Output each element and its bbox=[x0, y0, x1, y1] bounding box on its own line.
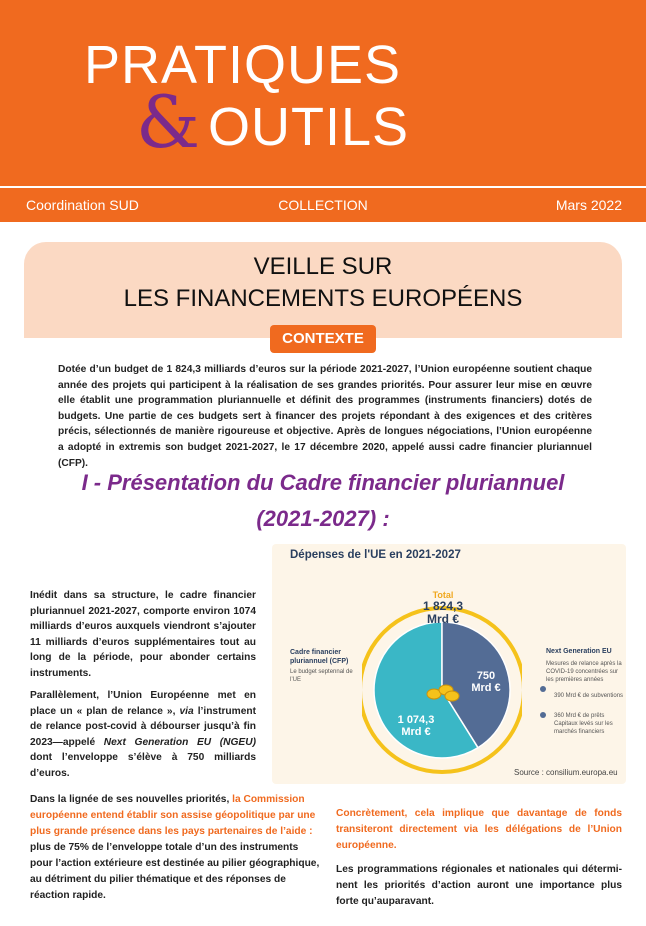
p2-text-c: dont l’enveloppe s’élève à 750 milliards d’euros. bbox=[30, 752, 256, 779]
cfp-amount: 1 074,3 bbox=[397, 714, 435, 726]
left-paragraph-2 bbox=[30, 688, 256, 782]
p2-text-b: l’instrument de relance post-covid à débourser jusqu’à fin 2023—appelé bbox=[30, 705, 256, 748]
p2-ngeu: Next Generation EU (NGEU) bbox=[103, 736, 256, 748]
br-paragraph-1 bbox=[336, 806, 622, 854]
br-paragraph-2: Les programmations régionales et nationales qui déterminent les priorités d’action auront une importance plus forte qu’auparavant. bbox=[336, 864, 622, 907]
total-amount: 1 824,3 bbox=[422, 599, 464, 613]
ngeu-amount: 750 bbox=[476, 670, 496, 682]
info-band bbox=[0, 188, 646, 222]
total-value bbox=[402, 600, 484, 626]
bl-highlight: la Commission européenne entend établir son assise géopolitique par une plus grande présence dans les pays partenaires de l’aide : bbox=[30, 794, 316, 837]
cfp-label: Cadre financier pluriannuel (CFP) bbox=[290, 649, 349, 665]
section-title-line1: I - Présentation du Cadre financier pluriannuel bbox=[81, 470, 565, 495]
total-unit: Mrd € bbox=[426, 612, 459, 626]
band-collection: COLLECTION bbox=[278, 197, 368, 213]
infographic-title: Dépenses de l'UE en 2021-2027 bbox=[290, 549, 461, 561]
cfp-value bbox=[388, 714, 444, 738]
ngeu-label: Next Generation EU bbox=[546, 648, 612, 655]
band-date: Mars 2022 bbox=[555, 197, 622, 213]
p2-via: via bbox=[179, 705, 194, 717]
bottom-left-paragraph bbox=[30, 792, 320, 904]
p2-text-a: Parallèlement, l’Union Européenne met en place un « plan de relance », bbox=[30, 690, 256, 717]
br-lead-dot: . bbox=[393, 840, 397, 851]
total-label: Total bbox=[432, 590, 454, 600]
contexte-label: CONTEXTE bbox=[270, 325, 376, 353]
ngeu-desc: Mesures de relance après la COVID-19 concentrées sur les premières années bbox=[546, 661, 622, 683]
band-organisation: Coordination SUD bbox=[26, 197, 139, 213]
title-ampersand: & bbox=[136, 80, 201, 164]
ngeu-value bbox=[464, 670, 508, 694]
title-outils: OUTILS bbox=[208, 97, 410, 157]
veille-title-line2: LES FINANCEMENTS EUROPÉENS bbox=[123, 285, 523, 312]
intro-paragraph: Dotée d’un budget de 1 824,3 milliards d’euros sur la période 2021-2027, l’Union européenne soutient chaque année des projets qui participent à la réalisation de ses grandes priorités. Pour assurer leur mise en œuvre elle établit une programmation pluriannuelle et définit des programmes (instruments financiers) dotés de budgets. Une partie de ces budgets sert à financer des projets répondant à des exigences et des critères précis, sélectionnés de manière rigoureuse et objective. Après de longues négociations, l’Union européenne a adopté in extremis son budget 2021-2027, le 17 décembre 2020, appelé aussi cadre financier pluriannuel (CFP). bbox=[58, 364, 592, 469]
bl-text-b: plus de 75% de l’enveloppe totale d’un des instruments pour l’action extérieure est destinée au pilier géographique, au détriment du pilier thématique et des réponses de réaction rapide. bbox=[30, 842, 320, 901]
ngeu-unit: Mrd € bbox=[471, 682, 501, 694]
infographic-source: Source : consilium.europa.eu bbox=[514, 768, 618, 777]
cfp-desc: Le budget septennal de l’UE bbox=[290, 669, 353, 683]
veille-title-line1: VEILLE SUR bbox=[253, 253, 393, 280]
left-paragraph-1: Inédit dans sa structure, le cadre financier pluriannuel 2021-2027, comporte environ 1074 milliards d’euros auxquels viendront s’ajouter 11 milliards d’euros supplémentaires tout au long de la période, pour abonder certains instruments. bbox=[30, 590, 256, 679]
cfp-unit: Mrd € bbox=[401, 726, 431, 738]
br-lead-text: Concrètement, cela implique que davantage de fonds transiteront directement via les délégations de l’Union européenne bbox=[336, 808, 622, 851]
title-pratiques: PRATIQUES bbox=[84, 35, 402, 95]
ngeu-subsidies: 390 Mrd € de subventions bbox=[554, 693, 624, 699]
ngeu-loans: 360 Mrd € de prêts Capitaux levés sur les marchés financiers bbox=[554, 713, 613, 735]
section-title-line2: (2021-2027) : bbox=[256, 506, 390, 531]
bottom-right-column bbox=[336, 806, 622, 910]
bl-text-a: Dans la lignée de ses nouvelles priorités, bbox=[30, 794, 233, 805]
